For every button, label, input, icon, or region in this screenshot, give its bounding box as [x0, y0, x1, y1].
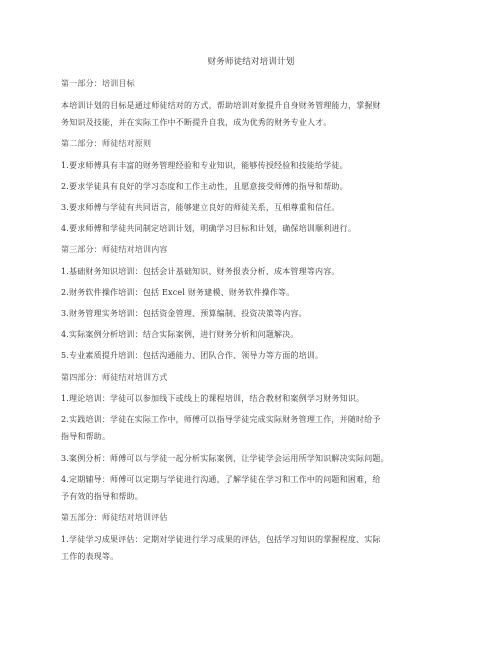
section-heading-methods: 第四部分：师徒结对培训方式 [61, 373, 168, 382]
goals-paragraph-line-2: 务知识及技能，并在实际工作中不断提升自我，成为优秀的财务专业人才。 [61, 118, 332, 127]
content-item-3: 3.财务管理实务培训：包括资金管理、预算编制、投资决策等内容。 [61, 309, 307, 318]
content-item-5: 5.专业素质提升培训：包括沟通能力、团队合作、领导力等方面的培训。 [61, 351, 324, 360]
goals-paragraph-line-1: 本培训计划的目标是通过师徒结对的方式，帮助培训对象提升自身财务管理能力，掌握财 [61, 101, 381, 110]
evaluation-item-1-line-2: 工作的表现等。 [61, 552, 119, 561]
principle-item-2: 2.要求学徒具有良好的学习态度和工作主动性，且愿意接受师傅的指导和帮助。 [61, 182, 348, 191]
principle-item-3: 3.要求师傅与学徒有共同语言，能够建立良好的师徒关系，互相尊重和信任。 [61, 203, 340, 212]
section-heading-evaluation: 第五部分：师徒结对培训评估 [61, 513, 168, 522]
method-item-2-line-1: 2.实践培训：学徒在实际工作中，师傅可以指导学徒完成实际财务管理工作，并随时给予 [61, 415, 381, 424]
principle-item-4: 4.要求师傅和学徒共同制定培训计划，明确学习目标和计划，确保培训顺利进行。 [61, 224, 357, 233]
section-heading-principles: 第二部分：师徒结对原则 [61, 139, 152, 148]
section-heading-content: 第三部分：师徒结对培训内容 [61, 245, 168, 254]
method-item-1: 1.理论培训：学徒可以参加线下或线上的课程培训，结合教材和案例学习财务知识。 [61, 394, 365, 403]
content-item-1: 1.基础财务知识培训：包括会计基础知识、财务报表分析、成本管理等内容。 [61, 267, 340, 276]
method-item-4-line-1: 4.定期辅导：师傅可以定期与学徒进行沟通，了解学徒在学习和工作中的问题和困难，给 [61, 475, 381, 484]
method-item-4-line-2: 予有效的指导和帮助。 [61, 492, 143, 501]
content-item-2: 2.财务软件操作培训：包括 Excel 财务建模、财务软件操作等。 [61, 288, 295, 297]
evaluation-item-1-line-1: 1.学徒学习成果评估：定期对学徒进行学习成果的评估，包括学习知识的掌握程度、实际 [61, 535, 381, 544]
section-heading-goals: 第一部分：培训目标 [61, 79, 135, 88]
content-item-4: 4.实际案例分析培训：结合实际案例，进行财务分析和问题解决。 [61, 330, 299, 339]
document-title: 财务师徒结对培训计划 [207, 57, 295, 67]
principle-item-1: 1.要求师傅具有丰富的财务管理经验和专业知识，能够传授经验和技能给学徒。 [61, 161, 348, 170]
method-item-3: 3.案例分析：师傅可以与学徒一起分析实际案例，让学徒学会运用所学知识解决实际问题。 [61, 454, 389, 463]
method-item-2-line-2: 指导和帮助。 [61, 432, 111, 441]
